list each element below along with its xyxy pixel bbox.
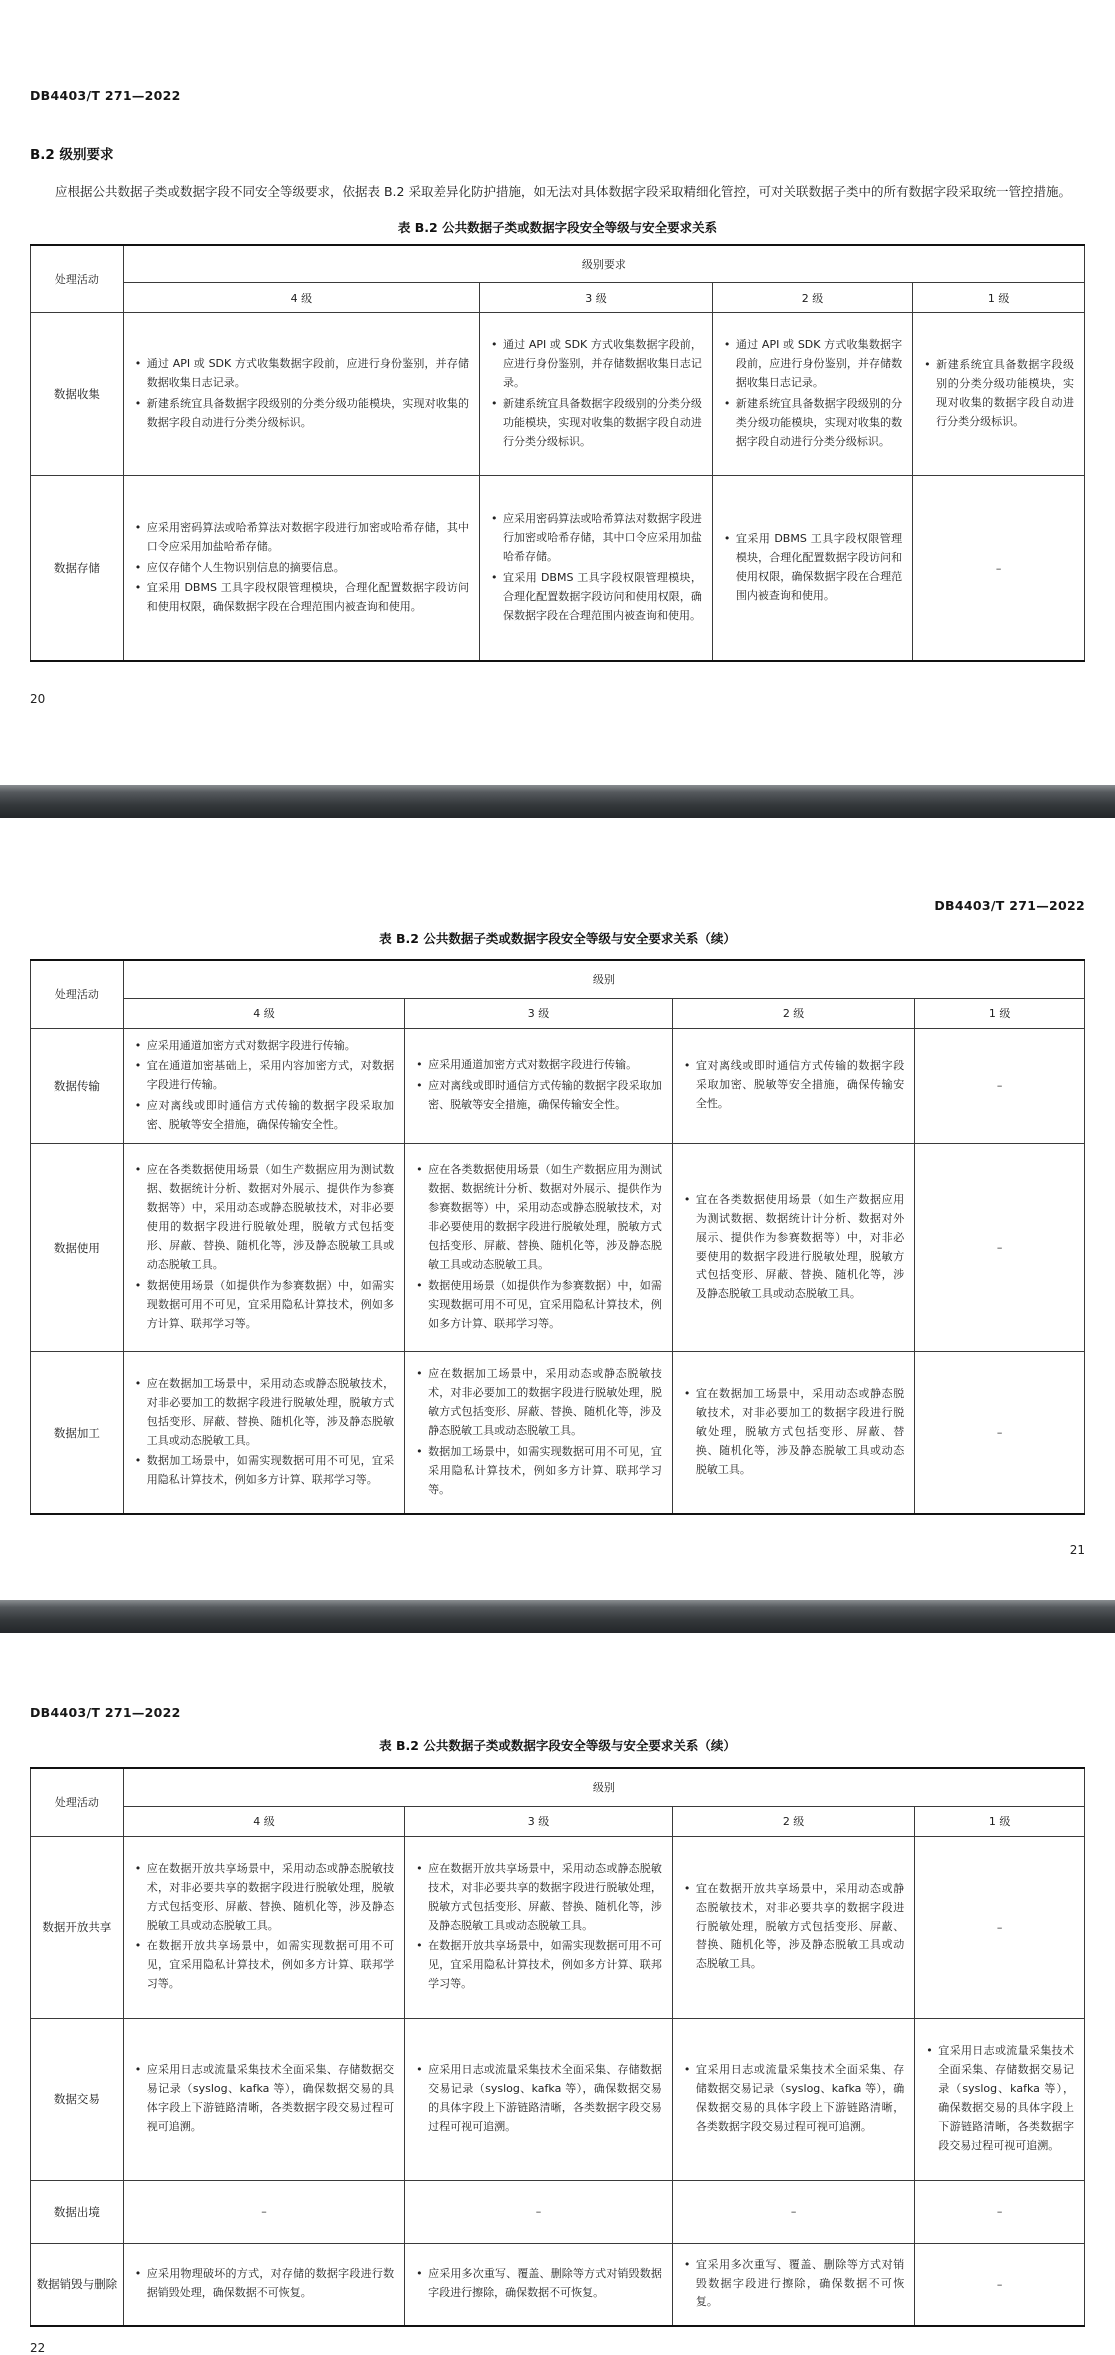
requirement-item: • 宜采用 DBMS 工具字段权限管理模块，合理化配置数据字段访问和使用权限，确保数据字段在合理范围内被查询和使用。 <box>723 530 902 606</box>
page-number: 20 <box>30 692 46 706</box>
activity-cell: 数据传输 <box>31 1028 124 1144</box>
requirement-cell <box>672 1028 914 1144</box>
dash-cell: – <box>915 1836 1085 2018</box>
page-number: 22 <box>30 2340 46 2355</box>
requirements-table <box>30 244 1085 663</box>
requirement-item: • 宜采用 DBMS 工具字段权限管理模块，合理化配置数据字段访问和使用权限，确保数据字段在合理范围内被查询和使用。 <box>490 569 702 626</box>
table-row <box>31 313 1085 476</box>
column-header-activity: 处理活动 <box>31 1768 124 1836</box>
column-header-level-2: 2 级 <box>672 998 914 1028</box>
requirement-item: • 应对离线或即时通信方式传输的数据字段采取加密、脱敏等安全措施，确保传输安全性。 <box>415 1077 662 1115</box>
requirement-list <box>134 1161 394 1333</box>
requirement-list <box>683 1880 904 1975</box>
requirement-item: • 通过 API 或 SDK 方式收集数据字段前，应进行身份鉴别，并存储数据收集日志记录。 <box>490 336 702 393</box>
activity-cell: 数据存储 <box>31 476 124 662</box>
requirement-item: • 应在数据加工场景中，采用动态或静态脱敏技术，对非必要加工的数据字段进行脱敏处理，脱敏方式包括变形、屏蔽、替换、随机化等，涉及静态脱敏工具或动态脱敏工具。 <box>134 1375 394 1451</box>
column-header-activity: 处理活动 <box>31 960 124 1028</box>
table-row <box>31 1144 1085 1352</box>
requirement-item: • 应仅存储个人生物识别信息的摘要信息。 <box>134 559 469 578</box>
requirement-cell <box>913 313 1085 476</box>
requirement-item: • 通过 API 或 SDK 方式收集数据字段前，应进行身份鉴别，并存储数据收集日志记录。 <box>134 355 469 393</box>
requirement-list <box>415 1161 662 1333</box>
requirement-cell <box>672 2018 914 2180</box>
table-row <box>31 1836 1085 2018</box>
table-row <box>31 476 1085 662</box>
column-header-levels: 级别 <box>123 960 1084 998</box>
page-number: 21 <box>1069 1543 1085 1558</box>
body-paragraph: 应根据公共数据子类或数据字段不同安全等级要求，依据表 B.2 采取差异化防护措施，如无法对具体数据字段采取精细化管控，可对关联数据子类中的所有数据字段采取统一管控措施。 <box>55 184 1071 199</box>
requirement-item: • 在数据开放共享场景中，如需实现数据可用不可见，宜采用隐私计算技术，例如多方计算、联邦学习等。 <box>415 1937 662 1994</box>
requirement-item: • 应采用密码算法或哈希算法对数据字段进行加密或哈希存储，其中口令应采用加盐哈希存储。 <box>490 510 702 567</box>
column-header-levels: 级别 <box>123 1768 1084 1806</box>
requirement-item: • 新建系统宜具备数据字段级别的分类分级功能模块，实现对收集的数据字段自动进行分类分级标识。 <box>490 395 702 452</box>
page-separator <box>0 1600 1115 1633</box>
activity-cell: 数据加工 <box>31 1352 124 1515</box>
requirement-item: • 应在各类数据使用场景（如生产数据应用为测试数据、数据统计分析、数据对外展示、提供作为参赛数据等）中，采用动态或静态脱敏技术，对非必要使用的数据字段进行脱敏处理，脱敏方式包括变形、屏蔽、替换、随机化等，涉及静态脱敏工具或动态脱敏工具。 <box>415 1161 662 1274</box>
requirement-cell <box>405 1836 673 2018</box>
requirements-table <box>30 959 1085 1515</box>
column-header-level-3: 3 级 <box>405 998 673 1028</box>
activity-cell: 数据销毁与删除 <box>31 2243 124 2326</box>
requirement-cell <box>123 2018 404 2180</box>
column-header-level-3: 3 级 <box>480 283 713 313</box>
dash-cell: – <box>123 2180 404 2243</box>
requirement-list <box>683 1191 904 1304</box>
page-20 <box>0 0 1115 785</box>
requirement-item: • 应采用日志或流量采集技术全面采集、存储数据交易记录（syslog、kafka 等），确保数据交易的具体字段上下游链路清晰，各类数据字段交易过程可视可追溯。 <box>415 2061 662 2137</box>
column-header-level-1: 1 级 <box>913 283 1085 313</box>
requirement-item: • 应采用多次重写、覆盖、删除等方式对销毁数据字段进行擦除，确保数据不可恢复。 <box>415 2265 662 2303</box>
table-row <box>31 2018 1085 2180</box>
requirement-item: • 应对离线或即时通信方式传输的数据字段采取加密、脱敏等安全措施，确保传输安全性。 <box>134 1097 394 1135</box>
requirement-cell <box>712 313 912 476</box>
requirement-item: • 应采用通道加密方式对数据字段进行传输。 <box>134 1037 394 1056</box>
requirement-item: • 应采用密码算法或哈希算法对数据字段进行加密或哈希存储，其中口令应采用加盐哈希存储。 <box>134 519 469 557</box>
requirement-list <box>134 1860 394 1994</box>
requirement-item: • 应在各类数据使用场景（如生产数据应用为测试数据、数据统计分析、数据对外展示、提供作为参赛数据等）中，采用动态或静态脱敏技术，对非必要使用的数据字段进行脱敏处理，脱敏方式包括变形、屏蔽、替换、随机化等，涉及静态脱敏工具或动态脱敏工具。 <box>134 1161 394 1274</box>
column-header-level-4: 4 级 <box>123 998 404 1028</box>
activity-cell: 数据出境 <box>31 2180 124 2243</box>
requirement-list <box>134 519 469 618</box>
requirement-cell <box>405 1352 673 1515</box>
page-22 <box>0 1633 1115 2355</box>
requirement-item: • 新建系统宜具备数据字段级别的分类分级功能模块，实现对收集的数据字段自动进行分类分级标识。 <box>134 395 469 433</box>
requirement-item: • 数据使用场景（如提供作为参赛数据）中，如需实现数据可用不可见，宜采用隐私计算技术，例如多方计算、联邦学习等。 <box>134 1277 394 1334</box>
requirement-list <box>415 1365 662 1499</box>
column-header-level-3: 3 级 <box>405 1806 673 1836</box>
requirement-cell <box>915 2018 1085 2180</box>
requirement-cell <box>712 476 912 662</box>
table-row <box>31 1352 1085 1515</box>
requirement-cell <box>405 2243 673 2326</box>
requirement-item: • 在数据开放共享场景中，如需实现数据可用不可见，宜采用隐私计算技术，例如多方计算、联邦学习等。 <box>134 1937 394 1994</box>
dash-cell: – <box>915 2180 1085 2243</box>
dash-cell: – <box>405 2180 673 2243</box>
requirement-cell <box>123 1028 404 1144</box>
column-header-activity: 处理活动 <box>31 245 124 313</box>
dash-cell: – <box>672 2180 914 2243</box>
requirement-cell <box>405 2018 673 2180</box>
doc-code-header: DB4403/T 271—2022 <box>934 898 1085 913</box>
requirement-item: • 宜对离线或即时通信方式传输的数据字段采取加密、脱敏等安全措施，确保传输安全性。 <box>683 1057 904 1114</box>
column-header-level-1: 1 级 <box>915 1806 1085 1836</box>
requirement-item: • 宜采用多次重写、覆盖、删除等方式对销毁数据字段进行擦除，确保数据不可恢复。 <box>683 2256 904 2313</box>
requirement-list <box>134 2061 394 2137</box>
requirement-item: • 宜在各类数据使用场景（如生产数据应用为测试数据、数据统计计分析、数据对外展示、提供作为参赛数据等）中，对非必要使用的数据字段进行脱敏处理，脱敏方式包括变形、屏蔽、替换、随机化等，涉及静态脱敏工具或动态脱敏工具。 <box>683 1191 904 1304</box>
requirement-cell <box>123 476 479 662</box>
requirement-cell <box>405 1144 673 1352</box>
requirement-cell <box>672 1144 914 1352</box>
requirement-cell <box>672 2243 914 2326</box>
section-heading: B.2 级别要求 <box>30 147 114 163</box>
doc-code-header: DB4403/T 271—2022 <box>30 1705 181 1720</box>
requirement-item: • 新建系统宜具备数据字段级别的分类分级功能模块，实现对收集的数据字段自动进行分类分级标识。 <box>723 395 902 452</box>
requirement-list <box>134 2265 394 2303</box>
column-header-levels: 级别要求 <box>123 245 1084 283</box>
requirement-cell <box>672 1352 914 1515</box>
requirement-cell <box>123 1144 404 1352</box>
requirement-list <box>415 1860 662 1994</box>
activity-cell: 数据收集 <box>31 313 124 476</box>
requirement-cell <box>480 313 713 476</box>
requirement-item: • 应在数据加工场景中，采用动态或静态脱敏技术，对非必要加工的数据字段进行脱敏处理，脱敏方式包括变形、屏蔽、替换、随机化等，涉及静态脱敏工具或动态脱敏工具。 <box>415 1365 662 1441</box>
requirement-list <box>490 510 702 625</box>
requirement-list <box>490 336 702 451</box>
requirement-item: • 应在数据开放共享场景中，采用动态或静态脱敏技术，对非必要共享的数据字段进行脱敏处理，脱敏方式包括变形、屏蔽、替换、随机化等，涉及静态脱敏工具或动态脱敏工具。 <box>415 1860 662 1936</box>
requirement-cell <box>123 1352 404 1515</box>
requirement-list <box>134 1375 394 1490</box>
requirement-item: • 应采用日志或流量采集技术全面采集、存储数据交易记录（syslog、kafka 等），确保数据交易的具体字段上下游链路清晰，各类数据字段交易过程可视可追溯。 <box>134 2061 394 2137</box>
table-caption: 表 B.2 公共数据子类或数据字段安全等级与安全要求关系（续） <box>379 931 736 946</box>
requirement-list <box>683 2061 904 2137</box>
requirement-list <box>723 530 902 606</box>
requirement-list <box>683 1385 904 1480</box>
doc-code-header: DB4403/T 271—2022 <box>30 88 181 103</box>
activity-cell: 数据开放共享 <box>31 1836 124 2018</box>
requirement-item: • 宜在数据开放共享场景中，采用动态或静态脱敏技术，对非必要共享的数据字段进行脱敏处理，脱敏方式包括变形、屏蔽、替换、随机化等，涉及静态脱敏工具或动态脱敏工具。 <box>683 1880 904 1975</box>
requirement-cell <box>123 313 479 476</box>
requirement-item: • 宜采用 DBMS 工具字段权限管理模块，合理化配置数据字段访问和使用权限，确保数据字段在合理范围内被查询和使用。 <box>134 579 469 617</box>
requirement-list <box>723 336 902 451</box>
requirement-item: • 宜在数据加工场景中，采用动态或静态脱敏技术，对非必要加工的数据字段进行脱敏处理，脱敏方式包括变形、屏蔽、替换、随机化等，涉及静态脱敏工具或动态脱敏工具。 <box>683 1385 904 1480</box>
requirement-list <box>134 1037 394 1136</box>
column-header-level-4: 4 级 <box>123 283 479 313</box>
requirement-list <box>683 2256 904 2313</box>
requirement-item: • 宜采用日志或流量采集技术全面采集、存储数据交易记录（syslog、kafka 等），确保数据交易的具体字段上下游链路清晰，各类数据字段交易过程可视可追溯。 <box>683 2061 904 2137</box>
requirement-item: • 数据加工场景中，如需实现数据可用不可见，宜采用隐私计算技术，例如多方计算、联邦学习等。 <box>134 1452 394 1490</box>
requirement-cell <box>123 1836 404 2018</box>
table-row <box>31 1028 1085 1144</box>
requirement-item: • 数据使用场景（如提供作为参赛数据）中，如需实现数据可用不可见，宜采用隐私计算技术，例如多方计算、联邦学习等。 <box>415 1277 662 1334</box>
dash-cell: – <box>915 1352 1085 1515</box>
requirement-item: • 通过 API 或 SDK 方式收集数据字段前，应进行身份鉴别，并存储数据收集日志记录。 <box>723 336 902 393</box>
requirement-item: • 应采用物理破坏的方式，对存储的数据字段进行数据销毁处理，确保数据不可恢复。 <box>134 2265 394 2303</box>
requirement-item: • 新建系统宜具备数据字段级别的分类分级功能模块，实现对收集的数据字段自动进行分类分级标识。 <box>923 356 1074 432</box>
requirement-list <box>415 1056 662 1115</box>
requirement-list <box>415 2265 662 2303</box>
requirement-list <box>134 355 469 433</box>
dash-cell: – <box>913 476 1085 662</box>
requirement-cell <box>405 1028 673 1144</box>
dash-cell: – <box>915 1144 1085 1352</box>
requirement-item: • 宜在通道加密基础上，采用内容加密方式，对数据字段进行传输。 <box>134 1057 394 1095</box>
dash-cell: – <box>915 2243 1085 2326</box>
requirement-list <box>415 2061 662 2137</box>
table-caption: 表 B.2 公共数据子类或数据字段安全等级与安全要求关系 <box>397 219 718 235</box>
column-header-level-4: 4 级 <box>123 1806 404 1836</box>
requirement-item: • 宜采用日志或流量采集技术全面采集、存储数据交易记录（syslog、kafka 等），确保数据交易的具体字段上下游链路清晰，各类数据字段交易过程可视可追溯。 <box>925 2042 1074 2155</box>
column-header-level-1: 1 级 <box>915 998 1085 1028</box>
requirement-cell <box>672 1836 914 2018</box>
column-header-level-2: 2 级 <box>672 1806 914 1836</box>
requirement-item: • 应在数据开放共享场景中，采用动态或静态脱敏技术，对非必要共享的数据字段进行脱敏处理，脱敏方式包括变形、屏蔽、替换、随机化等，涉及静态脱敏工具或动态脱敏工具。 <box>134 1860 394 1936</box>
table-row <box>31 2243 1085 2326</box>
requirement-cell <box>123 2243 404 2326</box>
column-header-level-2: 2 级 <box>712 283 912 313</box>
requirement-cell <box>480 476 713 662</box>
page-21 <box>0 818 1115 1600</box>
page-separator <box>0 785 1115 818</box>
requirement-list <box>925 2042 1074 2155</box>
activity-cell: 数据交易 <box>31 2018 124 2180</box>
table-row <box>31 2180 1085 2243</box>
activity-cell: 数据使用 <box>31 1144 124 1352</box>
requirement-list <box>923 356 1074 432</box>
requirement-list <box>683 1057 904 1114</box>
table-caption: 表 B.2 公共数据子类或数据字段安全等级与安全要求关系（续） <box>379 1738 736 1753</box>
requirement-item: • 应采用通道加密方式对数据字段进行传输。 <box>415 1056 662 1075</box>
requirement-item: • 数据加工场景中，如需实现数据可用不可见，宜采用隐私计算技术，例如多方计算、联邦学习等。 <box>415 1443 662 1500</box>
dash-cell: – <box>915 1028 1085 1144</box>
requirements-table <box>30 1767 1085 2327</box>
